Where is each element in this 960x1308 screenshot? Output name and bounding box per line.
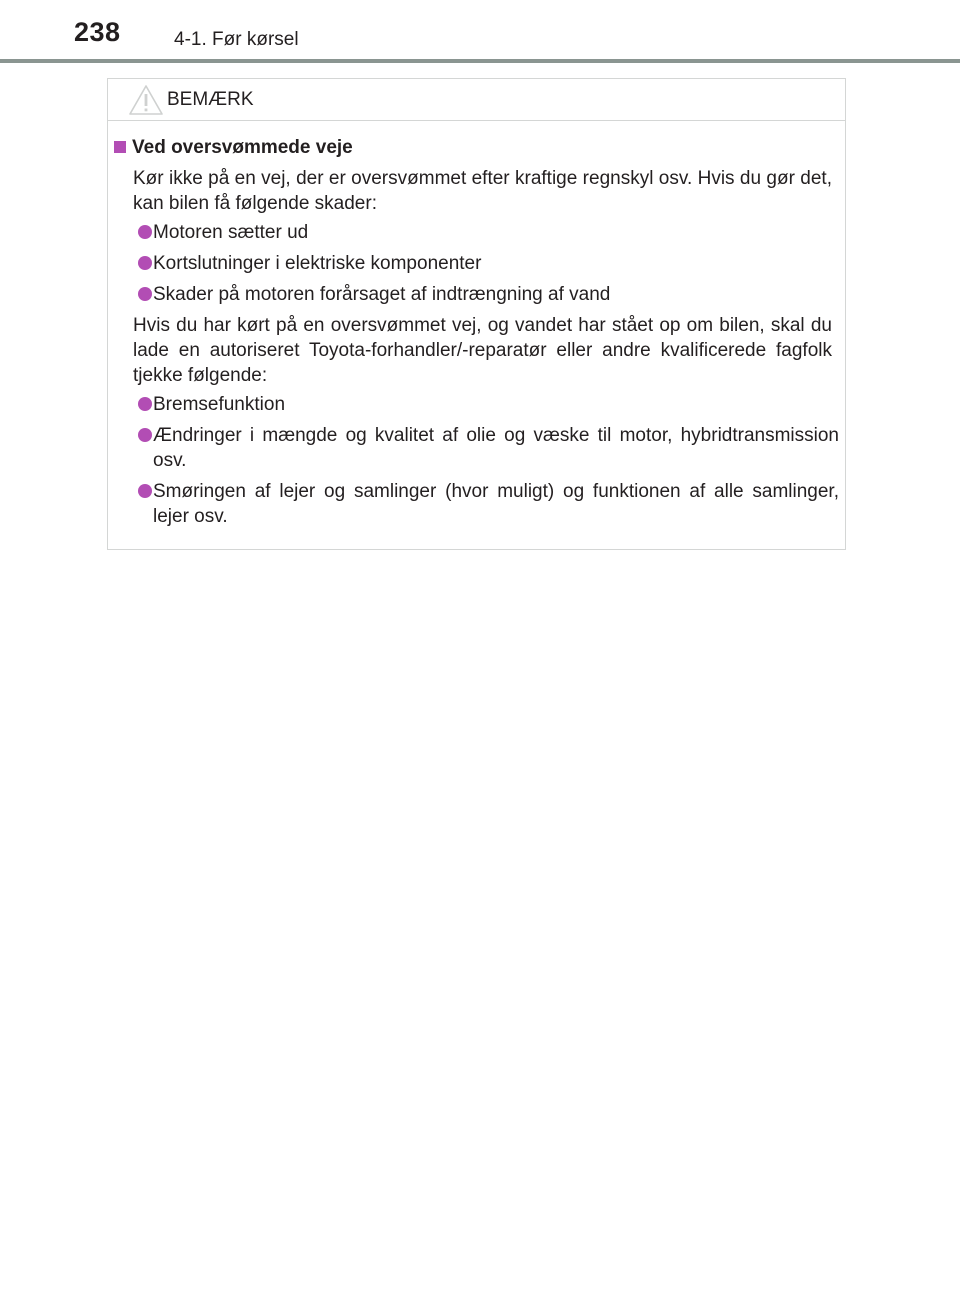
- warning-triangle-icon: [128, 84, 164, 116]
- list-item: [133, 392, 839, 417]
- page-number: 238: [74, 17, 121, 47]
- notice-header: [108, 79, 845, 121]
- list-item-text: Bremsefunktion: [153, 394, 286, 415]
- notice-title: BEMÆRK: [167, 89, 254, 110]
- section-title: 4-1. Før kørsel: [174, 29, 299, 50]
- header-rule: [0, 59, 960, 63]
- circle-bullet-icon: [138, 225, 152, 239]
- list-item-text: Kortslutninger i elektriske komponenter: [153, 253, 482, 274]
- list-item-text: Motoren sætter ud: [153, 222, 309, 243]
- circle-bullet-icon: [138, 484, 152, 498]
- after-driving-paragraph: Hvis du har kørt på en oversvømmet vej, og vandet har stået op om bilen, skal du lade en autoriseret Toyota-forhandler/-reparatør eller andre kvalificerede fagfolk tjekke følgende:: [133, 315, 832, 386]
- list-item: [133, 423, 839, 473]
- subheading-text: Ved oversvømmede veje: [132, 137, 353, 158]
- notice-subheading: [114, 137, 353, 159]
- list-item: [133, 251, 839, 276]
- list-item: [133, 282, 839, 307]
- list-item-text: Skader på motoren forårsaget af indtrængning af vand: [153, 284, 611, 305]
- circle-bullet-icon: [138, 428, 152, 442]
- list-item-text: Smøringen af lejer og samlinger (hvor muligt) og funktionen af alle samlinger, lejer osv.: [153, 481, 839, 527]
- notice-box: [107, 78, 846, 550]
- page-header: [0, 0, 960, 62]
- intro-paragraph: Kør ikke på en vej, der er oversvømmet efter kraftige regnskyl osv. Hvis du gør det, kan bilen få følgende skader:: [133, 168, 832, 214]
- list-item-text: Ændringer i mængde og kvalitet af olie og væske til motor, hybridtransmission osv.: [153, 425, 839, 471]
- list-item: [133, 479, 839, 529]
- circle-bullet-icon: [138, 256, 152, 270]
- list-item: [133, 220, 839, 245]
- square-bullet-icon: [114, 141, 126, 153]
- circle-bullet-icon: [138, 397, 152, 411]
- circle-bullet-icon: [138, 287, 152, 301]
